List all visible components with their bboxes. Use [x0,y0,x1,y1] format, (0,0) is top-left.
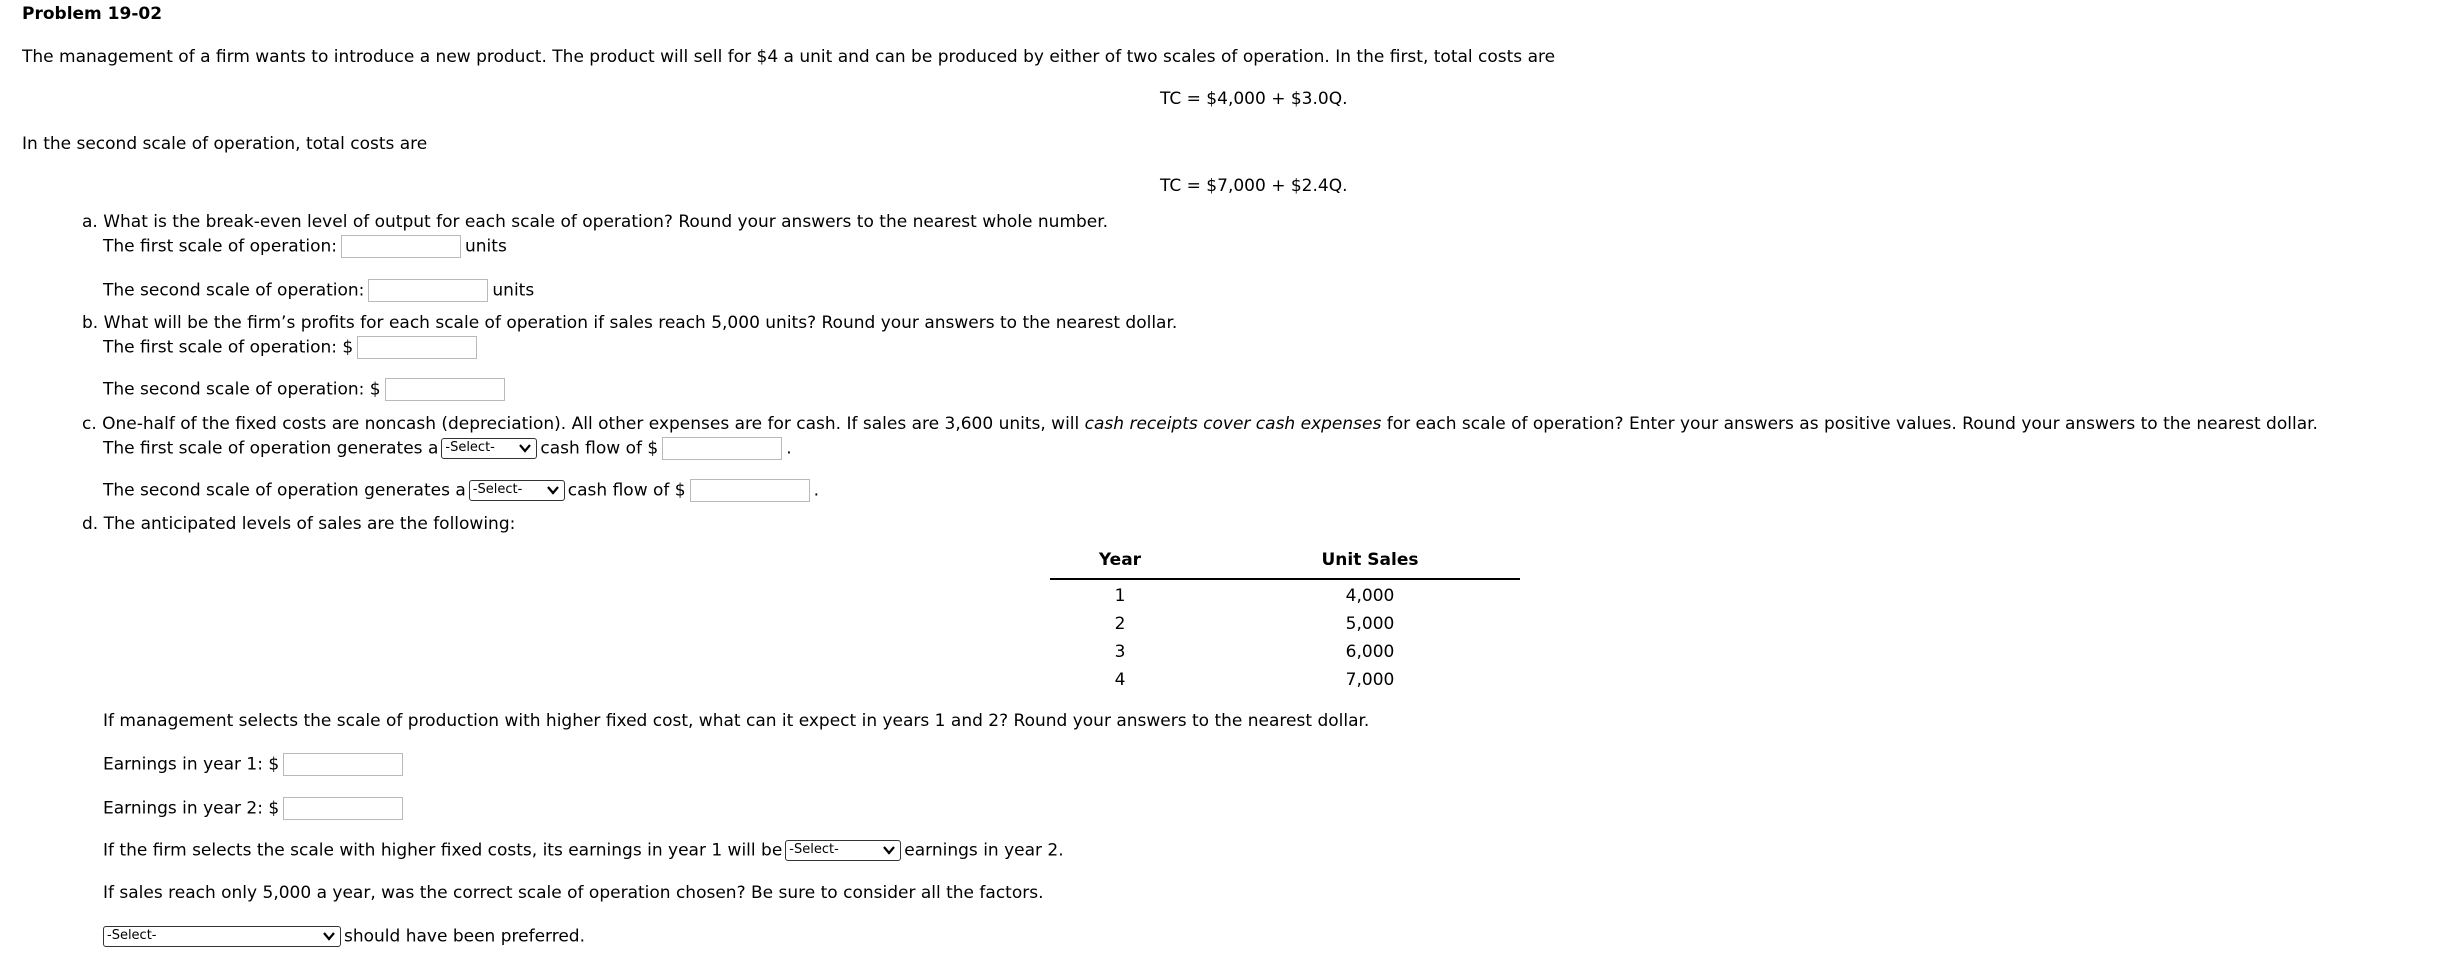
sales-table [1050,548,1520,692]
problem-title: Problem 19-02 [22,4,163,24]
break-even-first-input[interactable] [341,235,461,258]
part-c-question [82,414,2318,434]
scale-question: If sales reach only 5,000 a year, was the correct scale of operation chosen? Be sure to consider all the factors. [103,883,1044,903]
part-c-first-pre: The first scale of operation generates a [103,438,439,459]
chevron-down-icon [546,483,560,497]
part-c-second-pre: The second scale of operation generates a [103,480,466,501]
compare-pre: If the firm selects the scale with higher fixed costs, its earnings in year 1 will be [103,840,783,861]
part-a-first-label: The first scale of operation: [103,236,337,257]
part-c-first-period: . [786,438,792,459]
preferred-scale-select[interactable] [103,926,341,947]
year-cell: 2 [1114,614,1126,634]
part-a-second-label: The second scale of operation: [103,280,365,301]
cash-flow-first-select-value: -Select- [445,440,495,455]
cash-flow-second-select[interactable] [469,480,565,501]
chevron-down-icon [882,843,896,857]
header-unit-sales: Unit Sales [1321,550,1419,570]
table-row [1050,664,1520,692]
scale-post: should have been preferred. [344,926,585,947]
year-cell: 4 [1114,670,1126,690]
sales-table-header [1050,548,1520,580]
part-c-second-period: . [813,480,820,501]
cash-flow-second-select-value: -Select- [472,482,523,497]
cash-flow-first-select[interactable] [441,438,537,459]
part-a-first-row [103,235,507,258]
chevron-down-icon [518,441,532,455]
part-c-second-row [103,479,819,502]
table-row [1050,636,1520,664]
compare-row [103,840,1064,861]
year-cell: 1 [1114,586,1126,606]
unit-sales-cell: 7,000 [1345,670,1395,690]
part-b-first-row [103,336,481,359]
part-a-second-row [103,279,534,302]
year2-label: Earnings in year 2: $ [103,798,280,819]
year1-label: Earnings in year 1: $ [103,754,280,775]
earnings-compare-select[interactable] [785,840,901,861]
part-d-expect-question: If management selects the scale of production with higher fixed cost, what can it expect in years 1 and 2? Round your answers to the nearest dollar. [103,711,1370,731]
part-b-first-label: The first scale of operation: $ [103,337,354,358]
part-c-question-pre: c. One-half of the fixed costs are noncash (depreciation). All other expenses are for cash. If sales are 3,600 units, will [82,414,1085,434]
year1-row [103,753,407,776]
part-a-question: a. What is the break-even level of output for each scale of operation? Round your answers to the nearest whole number. [82,212,1109,232]
compare-post: earnings in year 2. [904,840,1064,861]
earnings-compare-select-value: -Select- [789,842,839,857]
part-c-question-post: for each scale of operation? Enter your answers as positive values. Round your answers to the nearest dollar. [1381,414,2318,434]
preferred-scale-select-value: -Select- [107,928,157,943]
year2-row [103,797,407,820]
part-b-second-label: The second scale of operation: $ [103,379,381,400]
profit-second-input[interactable] [385,378,505,401]
table-row [1050,580,1520,608]
part-d-question: d. The anticipated levels of sales are the following: [82,514,516,534]
earnings-year2-input[interactable] [283,797,403,820]
unit-sales-cell: 6,000 [1345,642,1395,662]
problem-intro: The management of a firm wants to introduce a new product. The product will sell for $4 a unit and can be produced by either of two scales of operation. In the first, total costs are [22,47,1556,67]
cash-flow-second-input[interactable] [690,479,810,502]
year-cell: 3 [1114,642,1126,662]
cash-flow-first-input[interactable] [662,437,782,460]
break-even-second-input[interactable] [368,279,488,302]
part-b-second-row [103,378,509,401]
part-b-question: b. What will be the firm’s profits for each scale of operation if sales reach 5,000 units? Round your answers to the nearest dollar. [82,313,1178,333]
table-row [1050,608,1520,636]
unit-sales-cell: 4,000 [1345,586,1395,606]
scale-row [103,926,585,947]
part-c-first-post: cash flow of $ [540,438,659,459]
second-scale-intro: In the second scale of operation, total costs are [22,134,428,154]
chevron-down-icon [322,929,336,943]
part-c-second-post: cash flow of $ [567,480,686,501]
part-c-first-row [103,437,792,460]
equation-second-scale: TC = $7,000 + $2.4Q. [1160,176,1348,196]
equation-first-scale: TC = $4,000 + $3.0Q. [1160,89,1348,109]
unit-sales-cell: 5,000 [1345,614,1395,634]
header-year: Year [1098,550,1142,570]
part-a-first-unit: units [465,236,507,257]
profit-first-input[interactable] [357,336,477,359]
part-a-second-unit: units [492,280,535,301]
part-c-question-emphasis: cash receipts cover cash expenses [1084,414,1382,434]
earnings-year1-input[interactable] [283,753,403,776]
